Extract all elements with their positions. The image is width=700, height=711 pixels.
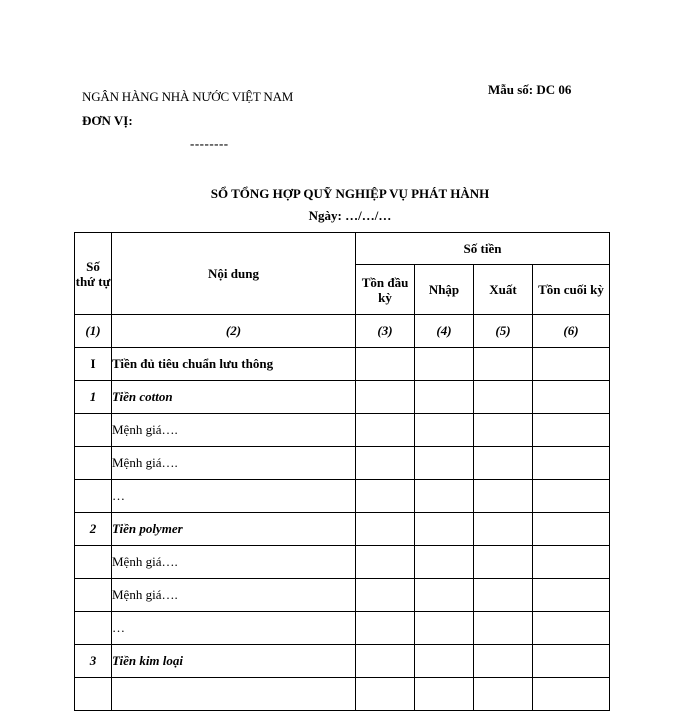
cell-closing — [533, 513, 610, 546]
cell-opening — [356, 414, 415, 447]
row-content: Tiền đủ tiêu chuẩn lưu thông — [112, 348, 356, 381]
row-content: Tiền cotton — [112, 381, 356, 414]
cell-closing — [533, 381, 610, 414]
cell-in — [415, 348, 474, 381]
cell-in — [415, 480, 474, 513]
column-number: (5) — [474, 315, 533, 348]
ledger-table — [74, 232, 610, 711]
row-index — [75, 546, 112, 579]
cell-in — [415, 381, 474, 414]
column-number: (2) — [112, 315, 356, 348]
cell-opening — [356, 645, 415, 678]
row-index — [75, 480, 112, 513]
cell-closing — [533, 348, 610, 381]
row-index: I — [75, 348, 112, 381]
column-number: (6) — [533, 315, 610, 348]
form-code: Mẫu số: DC 06 — [488, 82, 572, 97]
cell-closing — [533, 678, 610, 711]
row-content — [112, 678, 356, 711]
cell-out — [474, 612, 533, 645]
table-row — [75, 612, 610, 645]
cell-in — [415, 513, 474, 546]
header-content: Nội dung — [112, 233, 356, 315]
row-content: … — [112, 612, 356, 645]
cell-opening — [356, 513, 415, 546]
table-row — [75, 414, 610, 447]
cell-closing — [533, 612, 610, 645]
row-index — [75, 678, 112, 711]
table-row — [75, 381, 610, 414]
header-out: Xuất — [474, 265, 533, 315]
row-index — [75, 447, 112, 480]
header-in: Nhập — [415, 265, 474, 315]
row-index — [75, 579, 112, 612]
row-index: 2 — [75, 513, 112, 546]
unit-label: ĐƠN VỊ: — [82, 113, 133, 128]
row-index: 1 — [75, 381, 112, 414]
cell-out — [474, 579, 533, 612]
cell-opening — [356, 546, 415, 579]
row-index — [75, 612, 112, 645]
organization-name: NGÂN HÀNG NHÀ NƯỚC VIỆT NAM — [82, 89, 294, 104]
cell-out — [474, 414, 533, 447]
column-number: (4) — [415, 315, 474, 348]
table-row — [75, 546, 610, 579]
cell-opening — [356, 678, 415, 711]
column-number-row — [75, 315, 610, 348]
cell-closing — [533, 447, 610, 480]
cell-out — [474, 645, 533, 678]
cell-in — [415, 645, 474, 678]
table-row — [75, 348, 610, 381]
row-content: Mệnh giá…. — [112, 546, 356, 579]
row-content: Tiền polymer — [112, 513, 356, 546]
header-opening: Tồn đầu kỳ — [356, 265, 415, 315]
row-content: Mệnh giá…. — [112, 579, 356, 612]
cell-out — [474, 447, 533, 480]
table-row — [75, 678, 610, 711]
cell-in — [415, 447, 474, 480]
cell-out — [474, 513, 533, 546]
row-content: Tiền kim loại — [112, 645, 356, 678]
header-closing: Tồn cuối kỳ — [533, 265, 610, 315]
cell-opening — [356, 480, 415, 513]
cell-out — [474, 480, 533, 513]
date-line: Ngày: …/…/… — [308, 208, 392, 223]
cell-out — [474, 381, 533, 414]
cell-closing — [533, 480, 610, 513]
header-amount-group: Số tiền — [356, 233, 610, 265]
row-content: … — [112, 480, 356, 513]
table-row — [75, 645, 610, 678]
cell-in — [415, 579, 474, 612]
cell-closing — [533, 414, 610, 447]
cell-opening — [356, 447, 415, 480]
column-number: (3) — [356, 315, 415, 348]
table-row — [75, 513, 610, 546]
cell-in — [415, 546, 474, 579]
cell-opening — [356, 348, 415, 381]
cell-in — [415, 678, 474, 711]
table-row — [75, 447, 610, 480]
cell-out — [474, 348, 533, 381]
table-row — [75, 579, 610, 612]
header-index: Số thứ tự — [75, 233, 112, 315]
column-number: (1) — [75, 315, 112, 348]
cell-opening — [356, 381, 415, 414]
table-row — [75, 480, 610, 513]
cell-opening — [356, 579, 415, 612]
separator-dashes: -------- — [190, 136, 229, 151]
document-title: SỔ TỔNG HỢP QUỸ NGHIỆP VỤ PHÁT HÀNH — [210, 186, 490, 201]
row-index: 3 — [75, 645, 112, 678]
cell-out — [474, 546, 533, 579]
row-index — [75, 414, 112, 447]
cell-closing — [533, 546, 610, 579]
row-content: Mệnh giá…. — [112, 414, 356, 447]
cell-opening — [356, 612, 415, 645]
cell-out — [474, 678, 533, 711]
cell-closing — [533, 645, 610, 678]
cell-closing — [533, 579, 610, 612]
row-content: Mệnh giá…. — [112, 447, 356, 480]
cell-in — [415, 414, 474, 447]
cell-in — [415, 612, 474, 645]
